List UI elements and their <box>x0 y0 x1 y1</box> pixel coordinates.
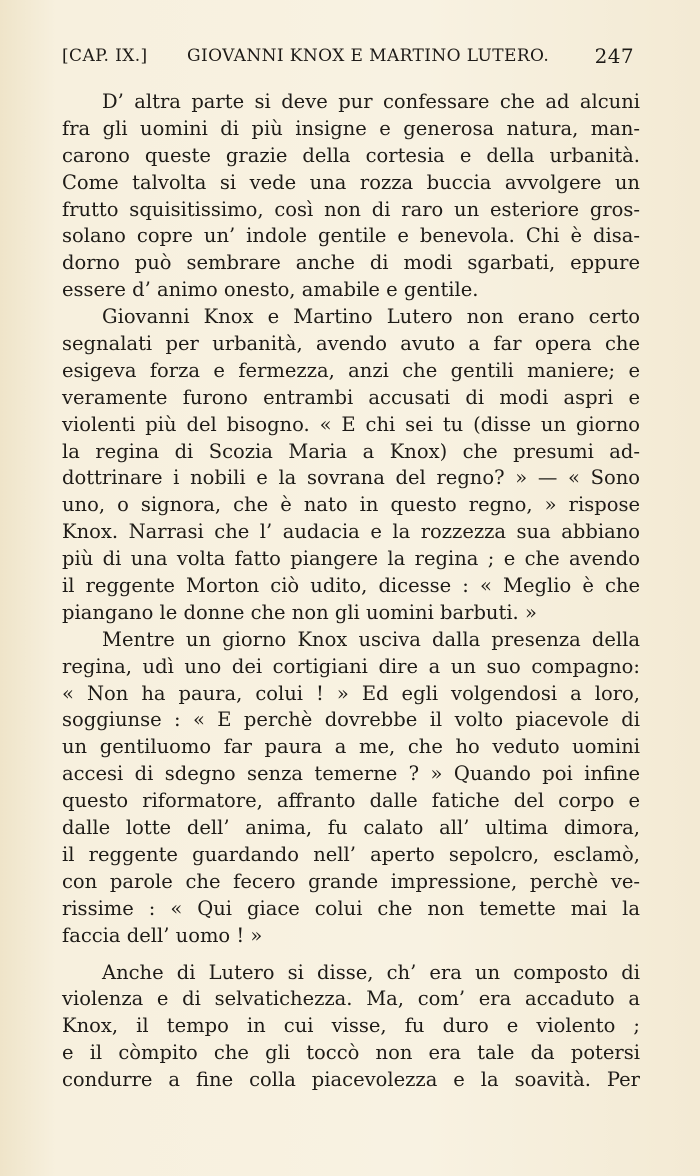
text-line: un gentiluomo far paura a me, che ho veduto uomini <box>62 735 640 759</box>
text-line: uno, o signora, che è nato in questo regno, » rispose <box>62 493 640 517</box>
text-line: violenza e di selvatichezza. Ma, com’ era accaduto a <box>62 987 640 1011</box>
text-line: Knox. Narrasi che l’ audacia e la rozzezza sua abbiano <box>62 520 640 544</box>
text-line: questo riformatore, affranto dalle fatiche del corpo e <box>62 789 640 813</box>
text-line: fra gli uomini di più insigne e generosa natura, man- <box>62 116 640 140</box>
text-line: e il còmpito che gli toccò non era tale da potersi <box>62 1041 640 1065</box>
running-header <box>62 46 634 72</box>
text-line: violenti più del bisogno. « E chi sei tu (disse un giorno <box>62 412 640 436</box>
text-line: essere d’ animo onesto, amabile e gentile. <box>62 278 479 302</box>
running-title: GIOVANNI KNOX E MARTINO LUTERO. <box>187 46 550 66</box>
text-line: Giovanni Knox e Martino Lutero non erano certo <box>102 305 640 329</box>
text-line: condurre a fine colla piacevolezza e la soavità. Per <box>62 1068 640 1092</box>
text-line: con parole che fecero grande impressione, perchè ve- <box>62 869 640 893</box>
text-line: più di una volta fatto piangere la regina ; e che avendo <box>62 547 640 571</box>
text-line: faccia dell’ uomo ! » <box>62 923 263 947</box>
text-line: Knox, il tempo in cui visse, fu duro e violento ; <box>62 1014 640 1038</box>
body-text <box>62 89 640 1094</box>
text-line: la regina di Scozia Maria a Knox) che presumi ad- <box>62 439 640 463</box>
text-line: regina, udì uno dei cortigiani dire a un suo compagno: <box>62 654 640 678</box>
text-line: D’ altra parte si deve pur confessare che ad alcuni <box>102 90 640 113</box>
text-line: segnalati per urbanità, avendo avuto a far opera che <box>62 332 640 356</box>
text-line: frutto squisitissimo, così non di raro un esteriore gros- <box>62 197 640 221</box>
text-line: dottrinare i nobili e la sovrana del regno? » — « Sono <box>62 466 640 490</box>
text-line: soggiunse : « E perchè dovrebbe il volto piacevole di <box>62 708 640 732</box>
text-line: solano copre un’ indole gentile e benevola. Chi è disa- <box>62 224 640 248</box>
text-line: Come talvolta si vede una rozza buccia avvolgere un <box>62 170 640 194</box>
text-line: Anche di Lutero si disse, ch’ era un composto di <box>102 960 640 984</box>
text-line: il reggente guardando nell’ aperto sepolcro, esclamò, <box>62 842 640 866</box>
text-line: veramente furono entrambi accusati di modi aspri e <box>62 385 640 409</box>
text-line: piangano le donne che non gli uomini barbuti. » <box>62 600 537 624</box>
text-line: dalle lotte dell’ anima, fu calato all’ ultima dimora, <box>62 816 640 840</box>
text-line: il reggente Morton ciò udito, dicesse : « Meglio è che <box>62 574 640 598</box>
text-line: carono queste grazie della cortesia e della urbanità. <box>62 143 640 167</box>
text-line: accesi di sdegno senza temerne ? » Quando poi infine <box>62 762 640 786</box>
chapter-label: [CAP. IX.] <box>62 46 148 66</box>
text-line: esigeva forza e fermezza, anzi che gentili maniere; e <box>62 358 640 382</box>
text-line: Mentre un giorno Knox usciva dalla presenza della <box>102 627 640 651</box>
text-line: « Non ha paura, colui ! » Ed egli volgendosi a loro, <box>62 681 640 705</box>
paragraph-gap <box>62 950 640 960</box>
text-line: rissime : « Qui giace colui che non temette mai la <box>62 896 640 920</box>
page-number: 247 <box>594 44 634 68</box>
text-line: dorno può sembrare anche di modi sgarbati, eppure <box>62 251 640 275</box>
